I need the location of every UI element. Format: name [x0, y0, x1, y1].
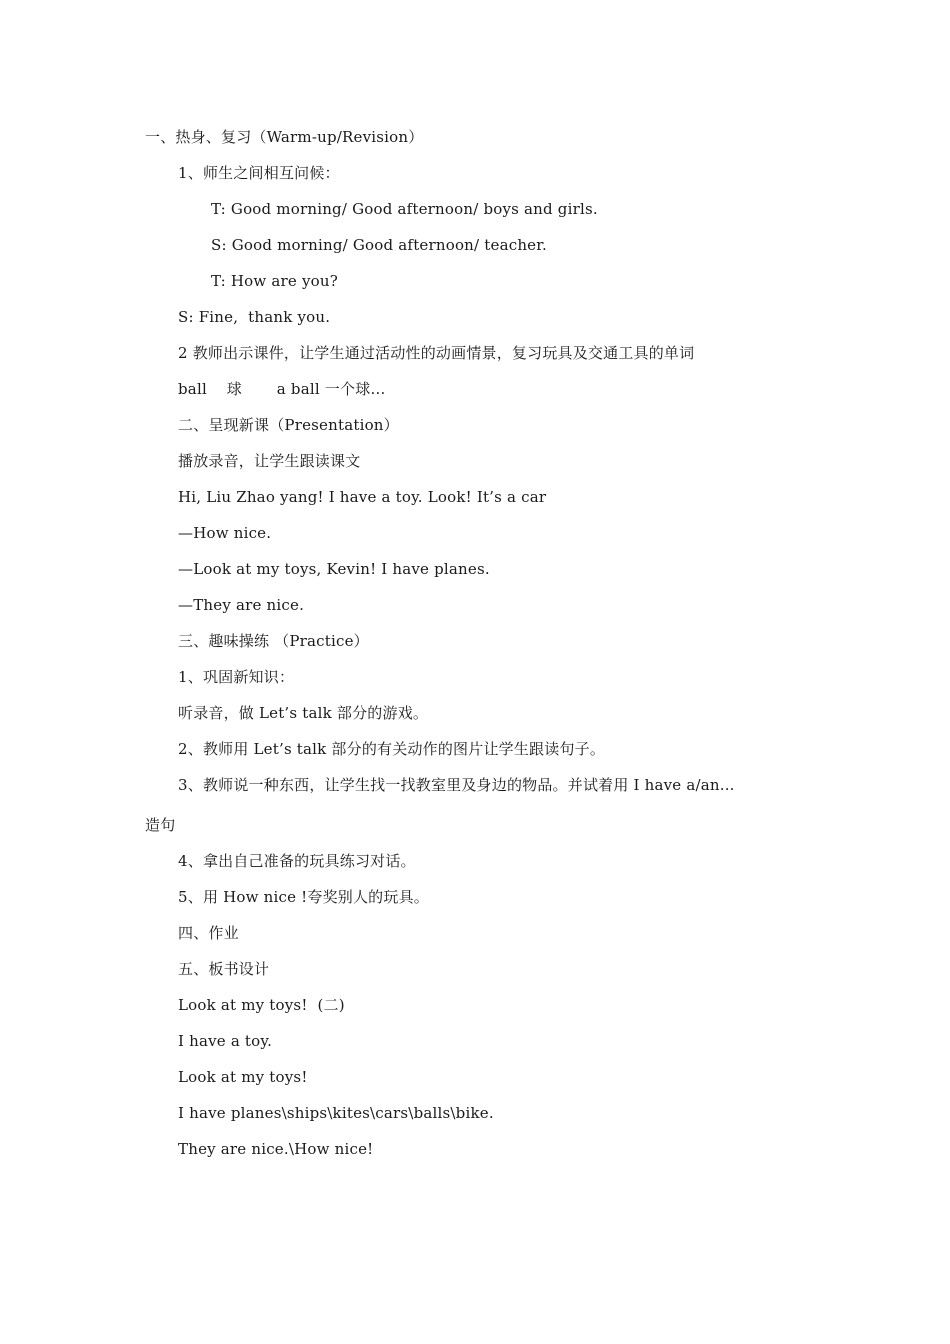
- section-heading-warmup: 一、热身、复习（Warm-up/Revision）: [145, 128, 424, 146]
- dialogue-line: S: Good morning/ Good afternoon/ teacher.: [211, 236, 547, 254]
- dialogue-line: —How nice.: [178, 524, 272, 542]
- text-line: 1、巩固新知识：: [178, 668, 295, 686]
- section-heading-board-design: 五、板书设计: [178, 960, 270, 978]
- text-line: 2、教师用 Let’s talk 部分的有关动作的图片让学生跟读句子。: [178, 740, 606, 758]
- text-line: 5、用 How nice !夸奖别人的玩具。: [178, 888, 429, 906]
- section-heading-practice: 三、趣味操练 （Practice）: [178, 632, 369, 650]
- text-line: 2 教师出示课件，让学生通过活动性的动画情景，复习玩具及交通工具的单词: [178, 344, 695, 362]
- section-heading-homework: 四、作业: [178, 924, 239, 942]
- text-line: 造句: [145, 816, 176, 834]
- dialogue-line: —They are nice.: [178, 596, 305, 614]
- dialogue-line: S: Fine, thank you.: [178, 308, 331, 326]
- text-line: 播放录音，让学生跟读课文: [178, 452, 361, 470]
- text-line: 4、拿出自己准备的玩具练习对话。: [178, 852, 416, 870]
- board-line: I have a toy.: [178, 1032, 273, 1050]
- text-line: 3、教师说一种东西，让学生找一找教室里及身边的物品。并试着用 I have a/an...: [178, 776, 735, 794]
- text-line: 1、师生之间相互问候：: [178, 164, 340, 182]
- dialogue-line: T: How are you?: [211, 272, 338, 290]
- dialogue-line: T: Good morning/ Good afternoon/ boys and girls.: [211, 200, 598, 218]
- board-line: They are nice.\How nice!: [178, 1140, 374, 1158]
- text-line: 听录音，做 Let’s talk 部分的游戏。: [178, 704, 429, 722]
- board-line: Look at my toys! (二): [178, 996, 345, 1014]
- board-line: Look at my toys!: [178, 1068, 308, 1086]
- board-line: I have planes\ships\kites\cars\balls\bike.: [178, 1104, 494, 1122]
- section-heading-presentation: 二、呈现新课（Presentation）: [178, 416, 399, 434]
- dialogue-line: —Look at my toys, Kevin! I have planes.: [178, 560, 490, 578]
- text-line: Hi, Liu Zhao yang! I have a toy. Look! It’s a car: [178, 488, 547, 506]
- text-line: ball 球 a ball 一个球…: [178, 380, 386, 398]
